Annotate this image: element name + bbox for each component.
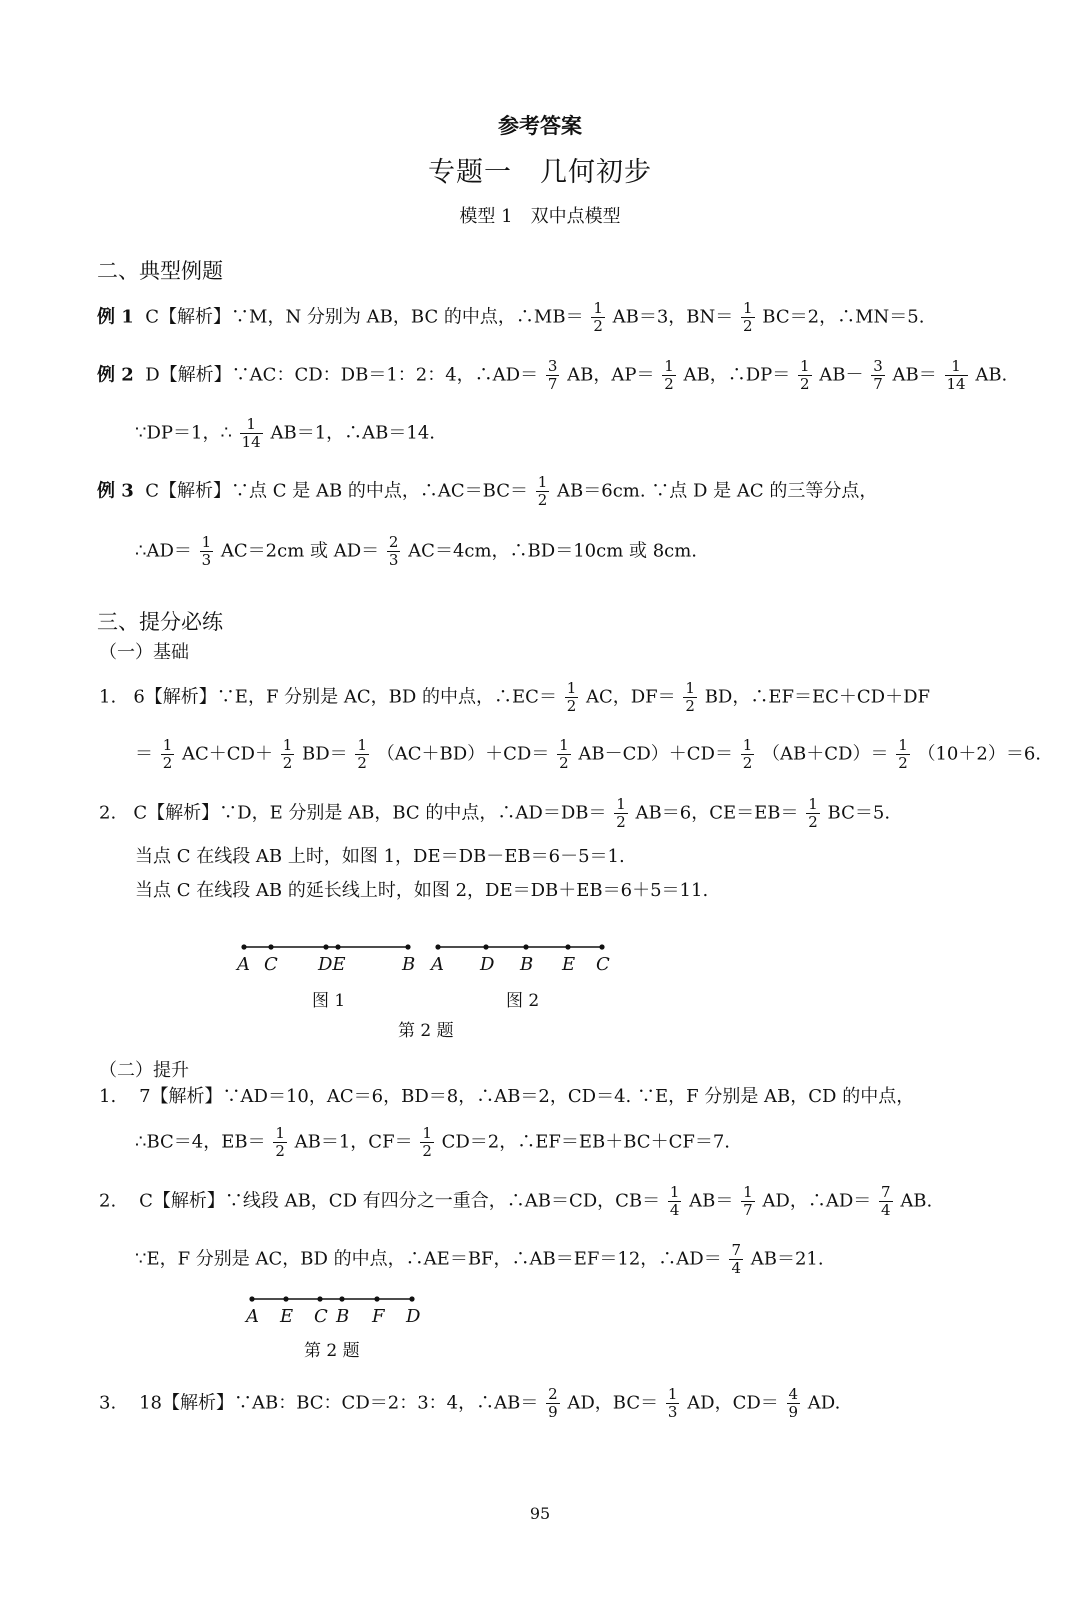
fraction: $\frac{1}{2}$ <box>808 795 818 831</box>
point-b <box>405 944 410 949</box>
fraction: $\frac{1}{2}$ <box>664 357 674 393</box>
question-number: 2. <box>99 1190 117 1212</box>
figure-2-caption: 图 2 <box>506 991 540 1011</box>
point-e <box>283 1296 288 1301</box>
point-d <box>323 944 328 949</box>
question-number: 1. <box>99 1086 117 1107</box>
example-label: 例 3 <box>97 480 134 502</box>
label-f: F <box>372 1306 385 1327</box>
label-a: A <box>431 954 444 975</box>
fraction: $\frac{2}{3}$ <box>388 533 399 569</box>
label-d: D <box>480 954 495 975</box>
section-practice-heading: 三、提分必练 <box>97 610 223 634</box>
advanced-question-3: 3. 18【解析】∵AB：BC：CD＝2：3：4，∴AB＝ $\frac{2}{9}$ AD，BC＝ $\frac{1}{3}$ AD，CD＝ $\frac{4}{9}$ AD. <box>99 1385 841 1421</box>
fraction: $\frac{1}{2}$ <box>275 1124 285 1160</box>
label-e: E <box>280 1306 294 1327</box>
point-a <box>241 944 246 949</box>
label-b: B <box>402 954 416 975</box>
point-b <box>339 1296 344 1301</box>
example-2: 例 2 D【解析】∵AC：CD：DB＝1：2：4，∴AD＝ $\frac{3}{7}$ AB，AP＝ $\frac{1}{2}$ AB，∴DP＝ $\frac{1}{2}$ AB－ $\frac{3}{7}$ AB＝ $\frac{1}{14}$ AB. <box>97 357 1008 393</box>
question-number: 3. <box>99 1392 117 1414</box>
advanced-question-2-segment <box>244 1292 424 1306</box>
example-2-line-2: ∵DP＝1，∴ $\frac{1}{14}$ AB＝1，∴AB＝14. <box>135 415 435 451</box>
fraction: $\frac{3}{7}$ <box>873 357 883 393</box>
label-a: A <box>246 1306 259 1327</box>
basic-question-2: 2. C【解析】∵D，E 分别是 AB，BC 的中点，∴AD＝DB＝ $\frac{1}{2}$ AB＝6，CE＝EB＝ $\frac{1}{2}$ BC＝5. <box>99 795 891 831</box>
fraction: $\frac{1}{14}$ <box>241 415 261 451</box>
figure-1-segment <box>236 940 416 954</box>
label-c: C <box>314 1306 328 1327</box>
point-a <box>435 944 440 949</box>
fraction: $\frac{1}{2}$ <box>282 736 293 772</box>
fraction: $\frac{1}{7}$ <box>743 1183 753 1219</box>
example-3-line-2: ∴AD＝ $\frac{1}{3}$ AC＝2cm 或 AD＝ $\frac{2}{3}$ AC＝4cm，∴BD＝10cm 或 8cm. <box>135 533 698 569</box>
label-e: E <box>562 954 576 975</box>
advanced-question-1-line-2: ∴BC＝4，EB＝ $\frac{1}{2}$ AB＝1，CF＝ $\frac{1}{2}$ CD＝2，∴EF＝EB＋BC＋CF＝7. <box>135 1124 731 1160</box>
fraction: $\frac{4}{9}$ <box>788 1385 799 1421</box>
figure-2-segment <box>430 940 610 954</box>
page-number: 95 <box>529 1504 551 1523</box>
example-label: 例 1 <box>97 306 134 328</box>
question-number: 1. <box>99 686 117 708</box>
basic-question-2-line-3: 当点 C 在线段 AB 的延长线上时，如图 2，DE＝DB＋EB＝6＋5＝11. <box>135 880 709 901</box>
advanced-question-2: 2. C【解析】∵线段 AB，CD 有四分之一重合，∴AB＝CD，CB＝ $\frac{1}{4}$ AB＝ $\frac{1}{7}$ AD，∴AD＝ $\frac{7}{4}$ AB. <box>99 1183 933 1219</box>
page-title: 参考答案 <box>498 113 582 138</box>
fraction: $\frac{1}{3}$ <box>667 1385 678 1421</box>
fraction: $\frac{1}{2}$ <box>162 736 173 772</box>
fraction: $\frac{1}{2}$ <box>566 679 577 715</box>
basic-question-1-line-2: ＝ $\frac{1}{2}$ AC＋CD＋ $\frac{1}{2}$ BD＝ $\frac{1}{2}$ （AC＋BD）＋CD＝ $\frac{1}{2}$ AB－CD）＋CD＝ $\frac{1}{2}$ （AB＋CD）＝ $\frac{1}{2}$ （10＋2）＝6. <box>135 736 1041 772</box>
subsection-basic: （一）基础 <box>99 642 189 663</box>
advanced-question-1: 1. 7【解析】∵AD＝10，AC＝6，BD＝8，∴AB＝2，CD＝4. ∵E，F 分别是 AB，CD 的中点， <box>99 1086 915 1107</box>
fraction: $\frac{1}{3}$ <box>201 533 212 569</box>
model-title: 模型 1 双中点模型 <box>459 206 621 227</box>
point-c <box>317 1296 322 1301</box>
label-d: D <box>406 1306 421 1327</box>
advanced-question-2-line-2: ∵E，F 分别是 AC，BD 的中点，∴AE＝BF，∴AB＝EF＝12，∴AD＝ $\frac{7}{4}$ AB＝21. <box>135 1241 824 1277</box>
basic-question-2-line-2: 当点 C 在线段 AB 上时，如图 1，DE＝DB－EB＝6－5＝1. <box>135 846 625 867</box>
point-f <box>374 1296 379 1301</box>
question-2-figure-caption: 第 2 题 <box>398 1021 454 1041</box>
fraction: $\frac{1}{2}$ <box>422 1124 432 1160</box>
fraction: $\frac{1}{2}$ <box>357 736 367 772</box>
fraction: $\frac{1}{2}$ <box>593 299 603 335</box>
fraction: $\frac{1}{2}$ <box>537 473 548 509</box>
fraction: $\frac{1}{14}$ <box>946 357 966 393</box>
fraction: $\frac{3}{7}$ <box>547 357 558 393</box>
point-e <box>565 944 570 949</box>
point-c <box>599 944 604 949</box>
question-number: 2. <box>99 802 117 824</box>
fraction: $\frac{7}{4}$ <box>731 1241 742 1277</box>
fraction: $\frac{1}{2}$ <box>616 795 626 831</box>
point-b <box>523 944 528 949</box>
example-label: 例 2 <box>97 364 134 386</box>
label-de: DE <box>318 954 346 975</box>
fraction: $\frac{1}{2}$ <box>559 736 569 772</box>
label-b: B <box>520 954 534 975</box>
section-typical-examples-heading: 二、典型例题 <box>97 259 223 283</box>
point-a <box>249 1296 254 1301</box>
subsection-advanced: （二）提升 <box>99 1060 189 1081</box>
figure-1-caption: 图 1 <box>312 991 346 1011</box>
label-c: C <box>264 954 278 975</box>
point-c <box>268 944 273 949</box>
point-d <box>409 1296 414 1301</box>
example-1: 例 1 C【解析】∵M，N 分别为 AB，BC 的中点，∴MB＝ $\frac{1}{2}$ AB＝3，BN＝ $\frac{1}{2}$ BC＝2，∴MN＝5. <box>97 299 925 335</box>
fraction: $\frac{7}{4}$ <box>881 1183 891 1219</box>
point-d <box>483 944 488 949</box>
fraction: $\frac{1}{4}$ <box>669 1183 680 1219</box>
fraction: $\frac{1}{2}$ <box>685 679 695 715</box>
fraction: $\frac{1}{2}$ <box>742 736 753 772</box>
label-b: B <box>336 1306 350 1327</box>
fraction: $\frac{2}{9}$ <box>548 1385 558 1421</box>
example-3: 例 3 C【解析】∵点 C 是 AB 的中点，∴AC＝BC＝ $\frac{1}{2}$ AB＝6cm. ∵点 D 是 AC 的三等分点， <box>97 473 878 509</box>
fraction: $\frac{1}{2}$ <box>743 299 753 335</box>
point-e <box>335 944 340 949</box>
topic-title: 专题一 几何初步 <box>428 157 652 188</box>
label-c: C <box>596 954 610 975</box>
fraction: $\frac{1}{2}$ <box>898 736 908 772</box>
basic-question-1: 1. 6【解析】∵E，F 分别是 AC，BD 的中点，∴EC＝ $\frac{1}{2}$ AC，DF＝ $\frac{1}{2}$ BD，∴EF＝EC＋CD＋DF <box>99 679 931 715</box>
fraction: $\frac{1}{2}$ <box>800 357 810 393</box>
advanced-question-2-figure-caption: 第 2 题 <box>304 1341 360 1361</box>
label-a: A <box>237 954 250 975</box>
